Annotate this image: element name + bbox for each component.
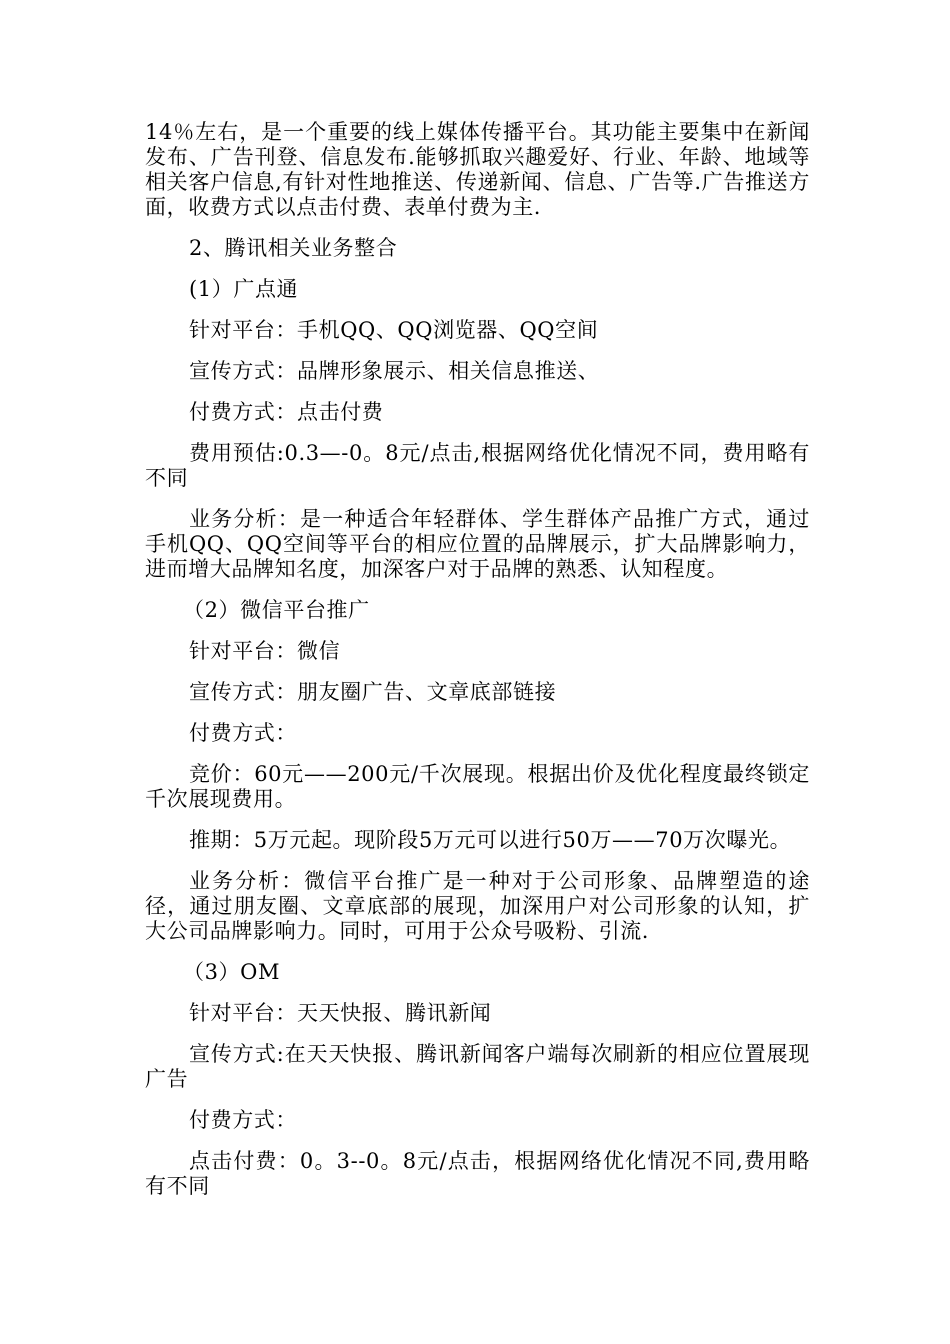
paragraph-business-analysis: 业务分析：微信平台推广是一种对于公司形象、品牌塑造的途径，通过朋友圈、文章底部的展现，加深用户对公司形象的认知，扩大公司品牌影响力。同时，可用于公众号吸粉、引流. bbox=[145, 869, 810, 943]
paragraph-click-payment: 点击付费：0。3--0。8元/点击，根据网络优化情况不同,费用略有不同 bbox=[145, 1149, 810, 1198]
paragraph-promotion-method: 宣传方式：品牌形象展示、相关信息推送、 bbox=[189, 359, 600, 383]
paragraph-payment-method: 付费方式： bbox=[189, 721, 297, 745]
paragraph-payment-method: 付费方式：点击付费 bbox=[189, 400, 384, 424]
paragraph-promotion-method: 宣传方式:在天天快报、腾讯新闻客户端每次刷新的相应位置展现广告 bbox=[145, 1042, 810, 1091]
paragraph-campaign-period: 推期：5万元起。现阶段5万元可以进行50万——70万次曝光。 bbox=[189, 828, 792, 852]
paragraph-intro: 14％左右，是一个重要的线上媒体传播平台。其功能主要集中在新闻发布、广告刊登、信息发布.能够抓取兴趣爱好、行业、年龄、地域等相关客户信息,有针对性地推送、传递新闻、信息、广告等.广告推送方面，收费方式以点击付费、表单付费为主. bbox=[145, 120, 810, 219]
paragraph-platform: 针对平台：手机QQ、QQ浏览器、QQ空间 bbox=[189, 318, 599, 342]
section-heading-tencent-integration: 2、腾讯相关业务整合 bbox=[189, 236, 398, 260]
subheading-wechat-promotion: （2）微信平台推广 bbox=[183, 598, 370, 622]
paragraph-promotion-method: 宣传方式：朋友圈广告、文章底部链接 bbox=[189, 680, 557, 704]
paragraph-payment-method: 付费方式： bbox=[189, 1108, 297, 1132]
paragraph-platform: 针对平台：天天快报、腾讯新闻 bbox=[189, 1001, 492, 1025]
document-body bbox=[145, 120, 810, 1215]
paragraph-business-analysis: 业务分析：是一种适合年轻群体、学生群体产品推广方式，通过手机QQ、QQ空间等平台的相应位置的品牌展示，扩大品牌影响力，进而增大品牌知名度，加深客户对于品牌的熟悉、认知程度。 bbox=[145, 507, 810, 581]
paragraph-platform: 针对平台：微信 bbox=[189, 639, 341, 663]
subheading-om: （3）OM bbox=[183, 960, 281, 984]
subheading-guangdiantong: (1）广点通 bbox=[189, 277, 299, 301]
paragraph-bidding: 竞价：60元——200元/千次展现。根据出价及优化程度最终锁定千次展现费用。 bbox=[145, 762, 810, 811]
paragraph-cost-estimate: 费用预估:0.3—-0。8元/点击,根据网络优化情况不同，费用略有不同 bbox=[145, 441, 810, 490]
